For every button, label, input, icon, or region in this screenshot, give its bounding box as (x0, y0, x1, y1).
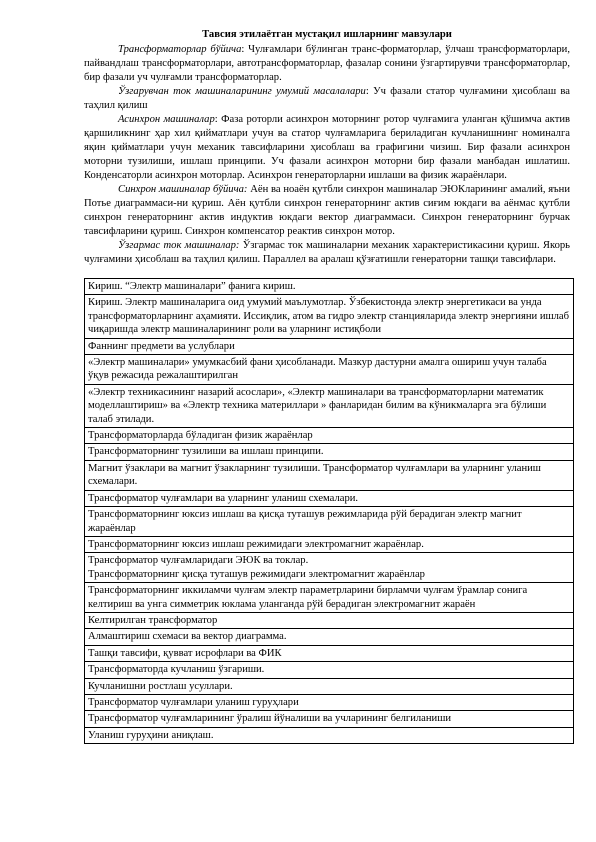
topic-cell (85, 694, 574, 710)
table-row (85, 629, 574, 645)
table-row (85, 711, 574, 727)
table-row (85, 727, 574, 743)
topic-cell (85, 279, 574, 295)
topic-cell (85, 583, 574, 613)
topic-cell (85, 536, 574, 552)
table-row (85, 444, 574, 460)
table-row (85, 490, 574, 506)
topic-text: Кучланишни ростлаш усуллари. (88, 680, 233, 692)
topic-cell (85, 295, 574, 338)
topic-cell (85, 553, 574, 583)
topic-text: Трансформаторнинг иккиламчи чулғам электр параметрларини бирламчи чулғам ўрамлар сонига келтириш ва унга симметрик юклама уланганда рўй берадиган электромагнит жараён (88, 585, 528, 610)
paragraph-asynchronous (84, 113, 570, 183)
topic-text: «Электр машиналари» умумкасбий фани ҳисобланади. Мазкур дастурни амалга ошириш учун талаба ўқув режасида режалаштирилган (88, 357, 547, 382)
table-row (85, 460, 574, 490)
topic-cell (85, 629, 574, 645)
topic-text: Ташқи тавсифи, қувват исрофлари ва ФИК (88, 647, 282, 659)
table-row (85, 645, 574, 661)
paragraph-text: : Уч фазали статор чулғамини ҳисоблаш ва таҳлил қилиш (84, 86, 570, 111)
topic-cell (85, 338, 574, 354)
topic-cell (85, 645, 574, 661)
topic-text: Трансформатор чулғамларининг ўралиш йўналиши ва учларининг белгиланиши (88, 713, 452, 725)
intro-section (84, 43, 570, 267)
topics-table (84, 278, 574, 744)
paragraph-lead: Трансформаторлар бўйича (118, 44, 242, 55)
topics-table-body (85, 279, 574, 744)
topic-text: Трансформаторларда бўладиган физик жараёнлар (88, 430, 313, 442)
topic-text: Магнит ўзаклари ва магнит ўзакларнинг тузилиши. Трансформатор чулғамлари ва уларнинг уланиш схемалари. (88, 462, 541, 488)
table-row (85, 428, 574, 444)
topic-text: Кириш. Электр машиналарига оид умумий маълумотлар. Ўзбекистонда электр энергетикаси ва унда трансформаторларнинг аҳамияти. Иссиқлик, атом ва гидро электр станцияларида электр энергияни ишлаб чиқаришда электр машиналарининг роли ва уларнинг истиқболи (88, 297, 570, 336)
topic-cell (85, 662, 574, 678)
topic-text: Фаннинг предмети ва услублари (88, 340, 235, 352)
table-row (85, 583, 574, 613)
topic-text: Трансформаторнинг юксиз ишлаш ва қисқа туташув режимларида рўй берадиган электр магнит жараёнлар (88, 509, 522, 534)
topic-text: Трансформатор чулғамлари уланиш гуруҳлари (88, 696, 299, 708)
table-row (85, 355, 574, 385)
paragraph-lead: Ўзгарувчан ток машиналарининг умумий масалалари (118, 86, 366, 97)
paragraph-text: : Чулғамлари бўлинган транс-форматорлар, ўлчаш трансформаторлари, пайвандлаш трансформаторлари, автотрансформаторлар, фазалар сонини ўзгартирувчи трансформаторлар, бир фазали уч чулғамли трансформаторлар. (84, 44, 570, 83)
topic-cell (85, 711, 574, 727)
topic-text: Уланиш гуруҳини аниқлаш. (88, 729, 214, 741)
topic-text: Трансформаторда кучланиш ўзгариши. (88, 664, 265, 676)
topic-text: Трансформаторнинг қисқа туташув режимидаги электромагнит жараёнлар (88, 568, 425, 580)
paragraph-lead: Асинхрон машиналар (118, 114, 215, 125)
table-row (85, 694, 574, 710)
paragraph-dc-machines (84, 239, 570, 267)
table-row (85, 612, 574, 628)
paragraph-transformers (84, 43, 570, 85)
paragraph-text: Ўзгармас ток машиналарни механик характеристикасини қуриш. Якорь чулғамини ҳисоблаш ва таҳлил қилиш. Параллел ва аралаш қўзғатишли генераторни ташқи тавсифлари. (84, 240, 570, 265)
topic-cell (85, 355, 574, 385)
table-row (85, 662, 574, 678)
topic-cell (85, 727, 574, 743)
topic-cell (85, 460, 574, 490)
document-title: Тавсия этилаётган мустақил ишларнинг мавзулари (202, 29, 452, 40)
topic-cell (85, 428, 574, 444)
topic-cell (85, 612, 574, 628)
paragraph-ac-machines (84, 85, 570, 113)
topic-text: «Электр техникасининг назарий асослари», «Электр машиналари ва трансформаторларни математик моделлаштириш» ва «Электр техника материллари » фанларидан билим ва кўникмаларга эга бўлиши талаб этилади. (88, 386, 547, 425)
topic-cell (85, 507, 574, 537)
paragraph-text: : Фаза роторли асинхрон моторнинг ротор чулғамига уланган қўшимча актив қаршиликнинг ҳар хил қийматлари учун ва статор чулғамларига бериладиган кучланишнинг номиналга яқин қийматлари учун механик тавсифларини ҳисоблаш ва графигини чизиш. Бир фазали асинхрон моторни тузилиши, ишлаш принципи. Уч фазали асинхрон моторни бир фазали манбадан ишлатиш. Конденсаторли асинхрон моторлар. Асинхрон генераторларни ишлаши ва физик жараёнлари. (84, 114, 570, 181)
topic-text: Келтирилган трансформатор (88, 614, 218, 626)
topic-cell (85, 384, 574, 427)
table-row (85, 384, 574, 427)
topic-text: Алмаштириш схемаси ва вектор диаграмма. (88, 631, 287, 643)
table-row (85, 553, 574, 583)
topic-text: Трансформатор чулғамлари ва уларнинг уланиш схемалари. (88, 492, 359, 504)
paragraph-synchronous (84, 183, 570, 239)
table-row (85, 507, 574, 537)
table-row (85, 338, 574, 354)
topic-text: Кириш. “Электр машиналари” фанига кириш. (88, 281, 296, 292)
topic-cell (85, 444, 574, 460)
table-row (85, 678, 574, 694)
topic-text: Трансформаторнинг тузилиши ва ишлаш принципи. (88, 446, 324, 458)
table-row (85, 536, 574, 552)
topic-cell (85, 490, 574, 506)
paragraph-lead: Ўзгармас ток машиналар: (118, 240, 240, 251)
table-row (85, 295, 574, 338)
topic-text: Трансформатор чулғамларидаги ЭЮК ва токлар. (88, 555, 309, 567)
table-row (85, 279, 574, 295)
topic-cell (85, 678, 574, 694)
paragraph-text: Аён ва ноаён қутбли синхрон машиналар ЭЮКларининг амалий, яъни Потье диаграммаси-ни қуриш. Аён қутбли синхрон генераторнинг актив сиғим юкдаги ва аёнмас қутбли синхрон генераторнинг актив индуктив юкдаги вектор диаграммаси. Синхрон генераторнинг бурчак тавсифларини қуриш. Синхрон компенсатор реактив синхрон мотор. (84, 184, 570, 237)
paragraph-lead: Синхрон машиналар бўйича: (118, 184, 248, 195)
topic-text: Трансформаторнинг юксиз ишлаш режимидаги электромагнит жараёнлар. (88, 538, 424, 550)
